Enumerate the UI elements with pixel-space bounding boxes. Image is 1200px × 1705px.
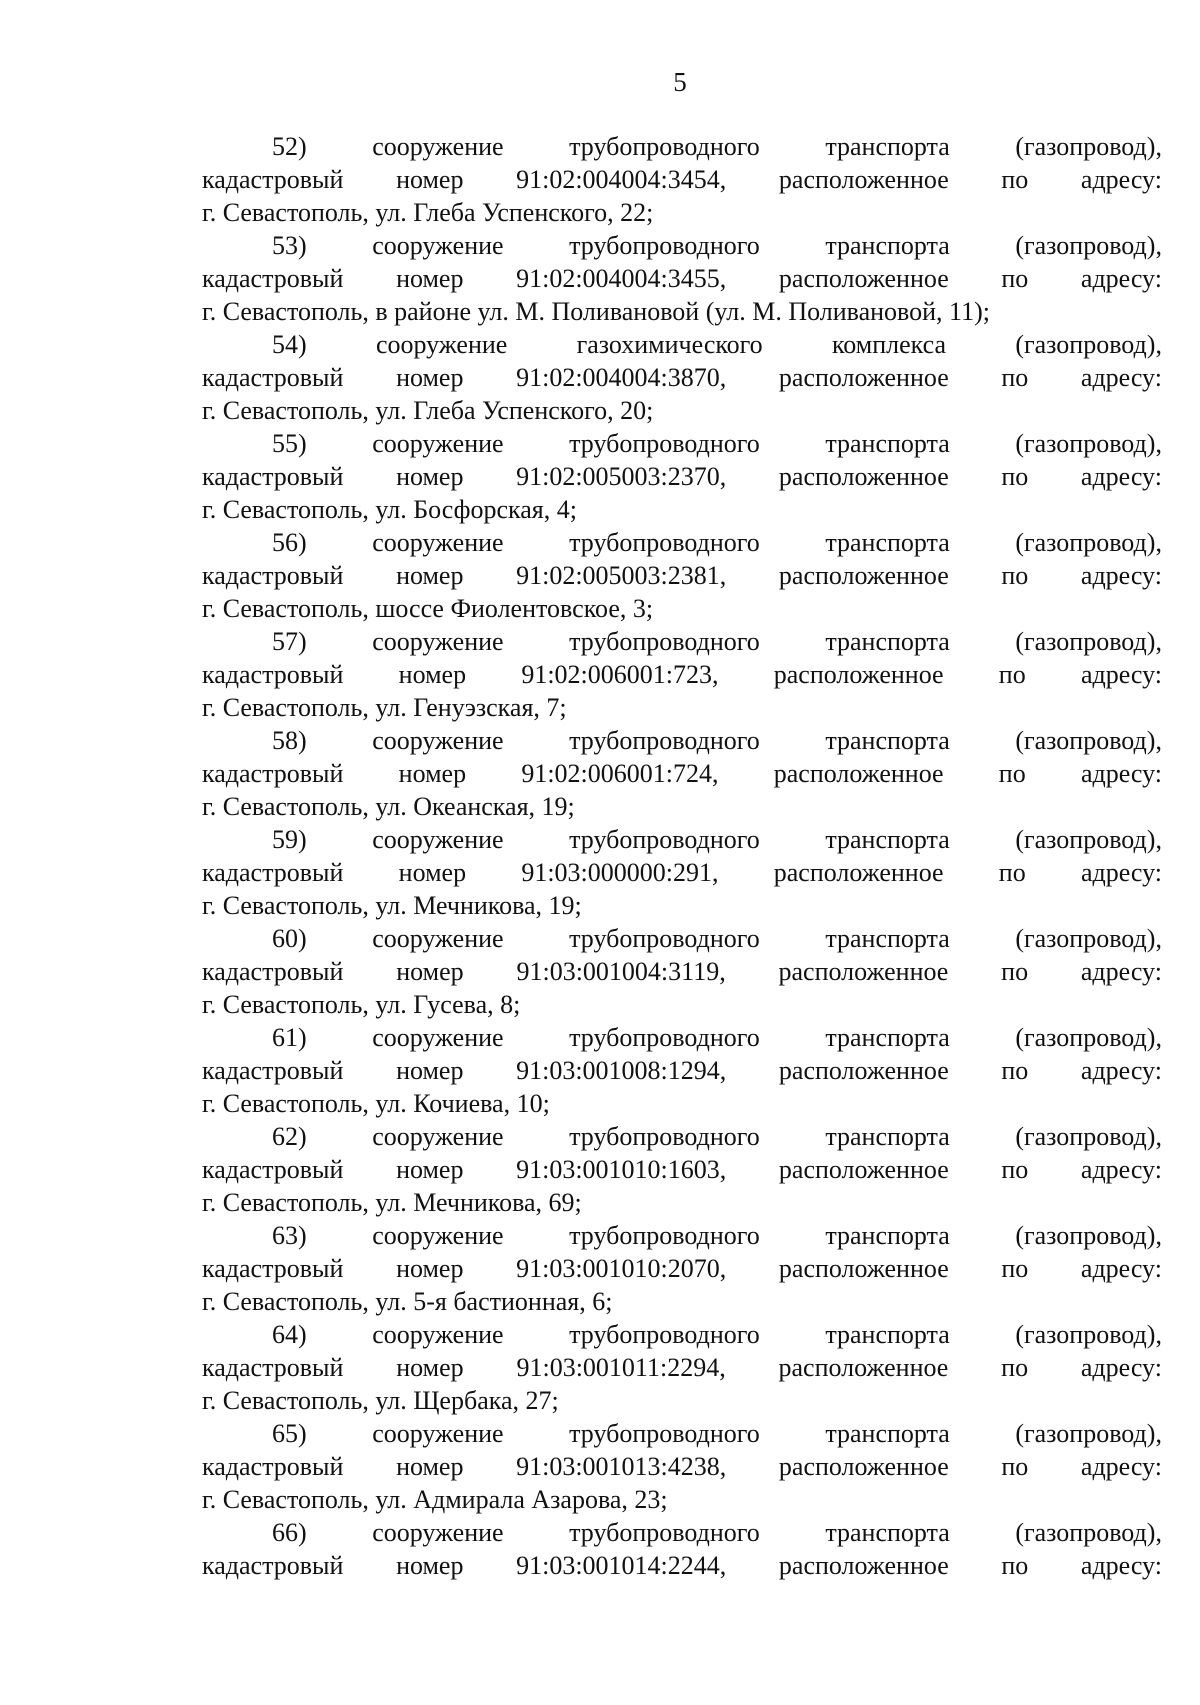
item-line1 [202,1516,1162,1549]
item-word: расположенное [778,957,949,986]
item-word: адресу: [1080,858,1162,887]
item-word: адресу: [1080,165,1162,194]
item-line2 [202,1153,1162,1186]
list-item [202,1516,1162,1582]
item-word: по [1001,1254,1029,1283]
item-word: комплекса [831,330,947,359]
item-word: транспорта [825,627,950,656]
item-word: трубопроводного [569,429,760,458]
item-word: трубопроводного [569,1419,760,1448]
item-word: транспорта [825,1320,950,1349]
item-word: (газопровод), [1015,1221,1162,1250]
item-word: номер [396,1056,464,1085]
item-word: сооружение [372,726,504,755]
item-word: адресу: [1080,363,1162,392]
item-word: номер [398,660,467,689]
item-word: (газопровод), [1015,528,1162,557]
item-word: 91:03:001004:3119, [516,957,726,986]
item-word: 56) [272,528,307,557]
item-word: 91:03:001011:2294, [516,1353,726,1382]
item-word: сооружение [375,330,508,359]
item-address: г. Севастополь, ул. Глеба Успенского, 22; [202,198,654,227]
item-word: по [998,858,1026,887]
list-item [202,328,1162,427]
item-word: по [1001,1452,1029,1481]
item-line1 [202,823,1162,856]
item-line2 [202,658,1162,691]
item-word: адресу: [1080,759,1162,788]
item-word: номер [396,165,464,194]
item-word: адресу: [1080,561,1162,590]
item-word: кадастровый [202,1254,344,1283]
item-word: номер [398,759,467,788]
item-word: адресу: [1080,1056,1162,1085]
item-address: г. Севастополь, ул. Адмирала Азарова, 23; [202,1485,668,1514]
list-item [202,922,1162,1021]
item-word: расположенное [778,1155,949,1184]
item-word: номер [396,1551,464,1580]
item-word: (газопровод), [1015,330,1162,359]
item-word: трубопроводного [569,1518,760,1547]
item-word: 63) [272,1221,307,1250]
item-word: номер [398,858,467,887]
item-word: кадастровый [202,957,344,986]
item-address: г. Севастополь, ул. Кочиева, 10; [202,1089,550,1118]
list-item [202,724,1162,823]
item-line1 [202,427,1162,460]
item-line1 [202,1417,1162,1450]
item-word: по [1001,363,1029,392]
item-word: транспорта [825,1419,950,1448]
item-word: расположенное [778,1551,949,1580]
item-word: газохимического [576,330,763,359]
item-word: 52) [272,132,307,161]
item-word: (газопровод), [1015,429,1162,458]
list-item [202,229,1162,328]
item-word: адресу: [1080,1254,1162,1283]
item-word: транспорта [825,429,950,458]
item-word: 65) [272,1419,307,1448]
item-word: трубопроводного [569,1320,760,1349]
item-line2 [202,1450,1162,1483]
item-word: транспорта [825,726,950,755]
item-word: транспорта [825,1122,950,1151]
item-address: г. Севастополь, ул. Мечникова, 69; [202,1188,582,1217]
item-word: кадастровый [202,1353,344,1382]
item-word: 53) [272,231,307,260]
item-word: сооружение [372,1122,504,1151]
item-word: 61) [272,1023,307,1052]
item-word: трубопроводного [569,825,760,854]
item-word: по [998,660,1026,689]
item-word: трубопроводного [569,1221,760,1250]
item-word: транспорта [825,924,950,953]
item-line1 [202,724,1162,757]
item-word: трубопроводного [569,726,760,755]
item-address: г. Севастополь, ул. Щербака, 27; [202,1386,559,1415]
item-word: по [998,759,1026,788]
item-line1 [202,922,1162,955]
item-word: сооружение [372,1419,504,1448]
item-word: расположенное [773,660,944,689]
item-word: (газопровод), [1015,726,1162,755]
item-line2 [202,955,1162,988]
item-line2 [202,559,1162,592]
item-word: расположенное [778,462,949,491]
item-word: 91:02:005003:2370, [516,462,727,491]
list-item [202,823,1162,922]
item-line1 [202,229,1162,262]
item-word: сооружение [372,627,504,656]
item-line2 [202,757,1162,790]
item-line1 [202,526,1162,559]
item-word: кадастровый [202,462,344,491]
item-line1 [202,130,1162,163]
item-address: г. Севастополь, ул. Босфорская, 4; [202,495,577,524]
item-address: г. Севастополь, в районе ул. М. Поливановой (ул. М. Поливановой, 11); [202,297,990,326]
item-word: кадастровый [202,1155,344,1184]
list-item [202,625,1162,724]
item-word: сооружение [372,825,504,854]
item-word: сооружение [372,1518,504,1547]
item-word: кадастровый [202,363,344,392]
list-item [202,1219,1162,1318]
item-word: по [1001,1551,1029,1580]
item-word: 66) [272,1518,307,1547]
item-line2 [202,1549,1162,1582]
item-word: расположенное [778,1056,949,1085]
item-word: 59) [272,825,307,854]
item-word: номер [396,957,464,986]
item-word: кадастровый [202,165,344,194]
item-word: кадастровый [202,660,344,689]
item-word: адресу: [1080,660,1162,689]
item-word: транспорта [825,1221,950,1250]
item-word: 91:03:001014:2244, [516,1551,727,1580]
item-word: 60) [272,924,307,953]
item-word: 64) [272,1320,307,1349]
item-word: (газопровод), [1015,1023,1162,1052]
item-line2 [202,361,1162,394]
item-word: (газопровод), [1015,1518,1162,1547]
item-word: адресу: [1080,957,1162,986]
item-word: по [1001,462,1029,491]
item-line2 [202,856,1162,889]
page-number: 5 [673,67,687,97]
item-word: 91:02:005003:2381, [516,561,727,590]
item-word: расположенное [778,165,949,194]
item-word: расположенное [773,759,944,788]
item-line2 [202,1252,1162,1285]
item-word: по [1001,957,1029,986]
item-word: транспорта [825,231,950,260]
item-word: 57) [272,627,307,656]
item-word: (газопровод), [1015,627,1162,656]
item-word: трубопроводного [569,627,760,656]
item-word: номер [396,1254,464,1283]
item-word: расположенное [778,561,949,590]
item-word: 91:03:001010:1603, [516,1155,727,1184]
item-word: сооружение [372,1221,504,1250]
item-word: транспорта [825,825,950,854]
item-word: расположенное [778,1353,949,1382]
list-item [202,1417,1162,1516]
item-word: 58) [272,726,307,755]
item-word: 91:03:000000:291, [521,858,719,887]
item-line1 [202,1120,1162,1153]
item-word: кадастровый [202,1551,344,1580]
item-address: г. Севастополь, ул. 5-я бастионная, 6; [202,1287,613,1316]
item-word: расположенное [773,858,944,887]
item-word: номер [396,1353,464,1382]
item-line2 [202,1351,1162,1384]
item-word: по [1001,561,1029,590]
item-word: трубопроводного [569,1122,760,1151]
item-line1 [202,1021,1162,1054]
item-word: по [1001,1056,1029,1085]
item-word: расположенное [778,1452,949,1481]
item-word: по [1001,264,1029,293]
item-word: адресу: [1080,1551,1162,1580]
item-word: адресу: [1080,1452,1162,1481]
list-item [202,427,1162,526]
item-word: кадастровый [202,759,344,788]
item-word: по [1001,165,1029,194]
item-word: 62) [272,1122,307,1151]
list-item [202,1318,1162,1417]
item-word: трубопроводного [569,231,760,260]
item-word: (газопровод), [1015,132,1162,161]
item-word: транспорта [825,528,950,557]
item-word: адресу: [1080,462,1162,491]
item-line2 [202,163,1162,196]
item-word: номер [396,1452,464,1481]
item-word: 55) [272,429,307,458]
item-word: (газопровод), [1015,825,1162,854]
item-word: сооружение [372,528,504,557]
item-line2 [202,460,1162,493]
property-list [202,130,1162,1582]
item-word: кадастровый [202,1056,344,1085]
item-word: трубопроводного [569,1023,760,1052]
item-word: трубопроводного [569,924,760,953]
item-word: трубопроводного [569,132,760,161]
item-address: г. Севастополь, шоссе Фиолентовское, 3; [202,594,654,623]
item-word: 91:03:001008:1294, [516,1056,727,1085]
item-word: кадастровый [202,561,344,590]
item-word: 91:02:004004:3455, [516,264,727,293]
item-word: 54) [272,330,307,359]
item-word: сооружение [372,1023,504,1052]
item-word: номер [396,462,464,491]
item-word: адресу: [1080,1353,1162,1382]
item-word: сооружение [372,924,504,953]
list-item [202,1120,1162,1219]
item-word: сооружение [372,1320,504,1349]
item-line1 [202,1318,1162,1351]
item-address: г. Севастополь, ул. Мечникова, 19; [202,891,582,920]
item-word: номер [396,264,464,293]
item-address: г. Севастополь, ул. Гусева, 8; [202,990,521,1019]
item-line1 [202,328,1162,361]
item-word: номер [396,561,464,590]
item-word: сооружение [372,231,504,260]
list-item [202,130,1162,229]
item-word: транспорта [825,1023,950,1052]
item-word: 91:02:004004:3454, [516,165,727,194]
item-address: г. Севастополь, ул. Океанская, 19; [202,792,575,821]
item-word: (газопровод), [1015,1122,1162,1151]
item-word: по [1001,1155,1029,1184]
item-word: 91:02:006001:723, [521,660,719,689]
item-word: (газопровод), [1015,1419,1162,1448]
item-word: транспорта [825,132,950,161]
item-word: сооружение [372,429,504,458]
item-word: (газопровод), [1015,924,1162,953]
item-line1 [202,625,1162,658]
item-address: г. Севастополь, ул. Генуэзская, 7; [202,693,567,722]
item-word: по [1001,1353,1029,1382]
item-word: расположенное [778,1254,949,1283]
item-word: сооружение [372,132,504,161]
item-word: 91:02:004004:3870, [516,363,727,392]
item-word: 91:03:001013:4238, [516,1452,727,1481]
item-word: (газопровод), [1015,231,1162,260]
list-item [202,1021,1162,1120]
item-word: адресу: [1080,264,1162,293]
item-word: номер [396,363,464,392]
item-word: (газопровод), [1015,1320,1162,1349]
item-word: 91:03:001010:2070, [516,1254,727,1283]
item-line1 [202,1219,1162,1252]
item-word: кадастровый [202,264,344,293]
item-word: 91:02:006001:724, [521,759,719,788]
item-line2 [202,1054,1162,1087]
item-word: кадастровый [202,858,344,887]
item-line2 [202,262,1162,295]
list-item [202,526,1162,625]
item-word: транспорта [825,1518,950,1547]
item-word: трубопроводного [569,528,760,557]
item-word: адресу: [1080,1155,1162,1184]
item-word: кадастровый [202,1452,344,1481]
item-word: номер [396,1155,464,1184]
item-address: г. Севастополь, ул. Глеба Успенского, 20; [202,396,654,425]
item-word: расположенное [778,264,949,293]
item-word: расположенное [778,363,949,392]
